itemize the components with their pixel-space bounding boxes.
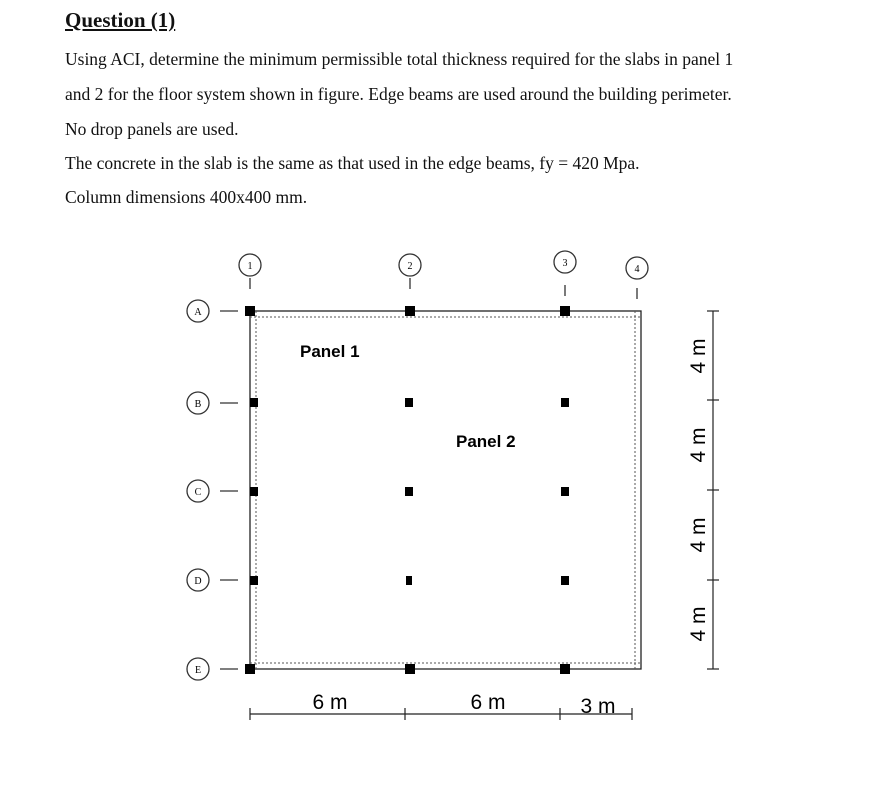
grid-bubble-A (187, 300, 238, 322)
grid-bubble-E (187, 658, 238, 680)
question-line-5: Column dimensions 400x400 mm. (65, 187, 308, 207)
column-B1 (250, 398, 258, 407)
column-A2 (405, 306, 415, 316)
question-line-1: Using ACI, determine the minimum permissible total thickness required for the slabs in panel 1 (65, 49, 734, 69)
column-B3 (561, 398, 569, 407)
column-C2 (405, 487, 413, 496)
question-line-2: and 2 for the floor system shown in figure. Edge beams are used around the building perimeter. (65, 84, 732, 104)
column-A3 (560, 306, 570, 316)
column-D3 (561, 576, 569, 585)
grid-bubble-1 (239, 254, 261, 289)
vspan-label-1: 4 m (687, 338, 710, 374)
grid-bubble-3 (554, 251, 576, 296)
panel-2-label: Panel 2 (456, 432, 516, 451)
panel-1-label: Panel 1 (300, 342, 360, 361)
grid-label-B: B (194, 399, 202, 410)
grid-bubble-C (187, 480, 238, 502)
vspan-label-2: 4 m (687, 427, 710, 463)
slab-outline (250, 311, 641, 669)
column-A1 (245, 306, 255, 316)
column-C1 (250, 487, 258, 496)
vspan-label-3: 4 m (687, 517, 710, 553)
question-line-4: The concrete in the slab is the same as that used in the edge beams, fy = 420 Mpa. (65, 153, 640, 173)
grid-bubble-D (187, 569, 238, 591)
span-label-1: 6 m (312, 691, 348, 714)
grid-label-D: D (194, 576, 202, 587)
column-D2 (406, 576, 412, 585)
horizontal-dimension-line (250, 708, 632, 720)
grid-label-E: E (194, 665, 202, 676)
column-B2 (405, 398, 413, 407)
column-C3 (561, 487, 569, 496)
column-D1 (250, 576, 258, 585)
grid-label-4: 4 (634, 264, 640, 275)
grid-bubble-B (187, 392, 238, 414)
grid-bubble-2 (399, 254, 421, 289)
vspan-label-4: 4 m (687, 606, 710, 642)
column-E2 (405, 664, 415, 674)
edge-beams (250, 311, 641, 669)
question-title: Question (1) (65, 8, 176, 32)
columns (245, 306, 570, 674)
question-line-3: No drop panels are used. (65, 119, 239, 139)
grid-label-1: 1 (247, 261, 253, 272)
grid-label-2: 2 (407, 261, 413, 272)
column-E3 (560, 664, 570, 674)
span-label-2: 6 m (470, 691, 506, 714)
grid-bubble-4 (626, 257, 648, 299)
grid-label-C: C (194, 487, 202, 498)
column-E1 (245, 664, 255, 674)
grid-label-A: A (194, 307, 202, 318)
span-label-3: 3 m (580, 695, 616, 718)
grid-label-3: 3 (562, 258, 568, 269)
